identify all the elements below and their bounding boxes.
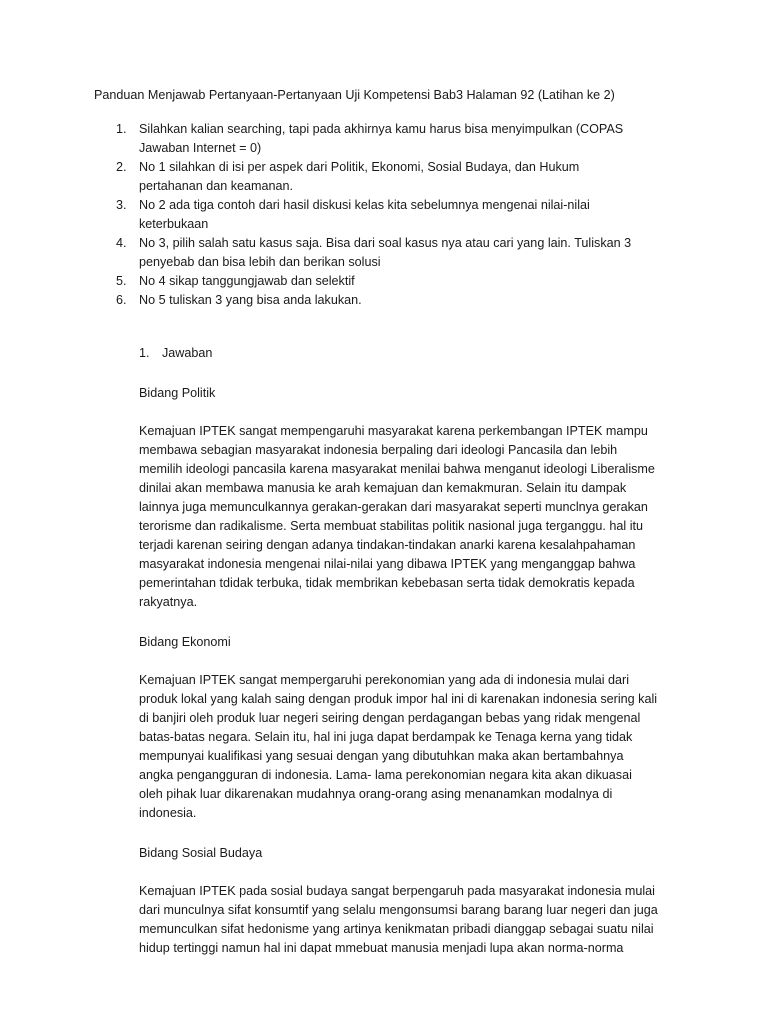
instruction-item: [0, 272, 639, 291]
instruction-text: No 3, pilih salah satu kasus saja. Bisa dari soal kasus nya atau cari yang lain. Tuliskan 3 penyebab dan bisa lebih dan berikan solusi: [139, 236, 632, 269]
answer-heading: [139, 344, 659, 363]
section-text-sosial-budaya: Kemajuan IPTEK pada sosial budaya sangat berpengaruh pada masyarakat indonesia mulai dari munculnya sifat konsumtif yang selalu mengonsumsi barang barang luar negeri dan juga memunculkan sifat hedonisme yang artinya kenikmatan pribadi dianggap sebagai suatu nilai hidup tertinggi namun hal ini dapat mmebuat manusia menjadi lupa akan norma-norma: [139, 884, 658, 955]
instruction-item: [0, 120, 639, 158]
answer-label: Jawaban: [162, 346, 213, 360]
document-title: Panduan Menjawab Pertanyaan-Pertanyaan Uji Kompetensi Bab3 Halaman 92 (Latihan ke 2): [94, 88, 615, 102]
answer-number: 1.: [139, 346, 150, 360]
instruction-number: 2.: [116, 160, 127, 174]
section-text-ekonomi: Kemajuan IPTEK sangat mempergaruhi perekonomian yang ada di indonesia mulai dari produk lokal yang kalah saing dengan produk impor hal ini di karenakan indonesia sering kali di banjiri oleh produk luar negeri seiring dengan perdagangan bebas yang ridak mengenal batas-batas negara. Selain itu, hal ini juga dapat berdampak ke Tenaga kerna yang tidak mempunyai kualifikasi yang sesuai dengan yang dibutuhkan maka akan bertambahnya angka pengangguran di indonesia. Lama- lama perekonomian negara kita akan dikuasai oleh pihak luar dikarenakan mudahnya orang-orang asing menanamkan modalnya di indonesia.: [139, 673, 658, 820]
instruction-number: 5.: [116, 274, 127, 288]
instruction-number: 6.: [116, 293, 127, 307]
instruction-text: No 4 sikap tanggungjawab dan selektif: [139, 274, 355, 288]
instruction-item: [0, 158, 639, 196]
instruction-number: 3.: [116, 198, 127, 212]
instruction-item: [0, 291, 639, 310]
section-title-sosial-budaya: Bidang Sosial Budaya: [139, 846, 263, 860]
instruction-text: Silahkan kalian searching, tapi pada akhirnya kamu harus bisa menyimpulkan (COPAS Jawaban Internet = 0): [139, 122, 624, 155]
instruction-number: 4.: [116, 236, 127, 250]
instruction-item: [0, 234, 639, 272]
instruction-item: [0, 196, 639, 234]
instruction-text: No 1 silahkan di isi per aspek dari Politik, Ekonomi, Sosial Budaya, dan Hukum pertahanan dan keamanan.: [139, 160, 580, 193]
answer-section: [139, 344, 659, 958]
instruction-text: No 5 tuliskan 3 yang bisa anda lakukan.: [139, 293, 362, 307]
section-title-ekonomi: Bidang Ekonomi: [139, 635, 231, 649]
instruction-number: 1.: [116, 122, 127, 136]
section-text-politik: Kemajuan IPTEK sangat mempengaruhi masyarakat karena perkembangan IPTEK mampu membawa sebagian masyarakat indonesia berpaling dari ideologi Pancasila dan lebih memilih ideologi pancasila karena masyarakat menilai bahwa menganut ideologi Liberalisme dinilai akan membawa manusia ke arah kemajuan dan kemakmuran. Selain itu dampak lainnya juga memunculkannya gerakan-gerakan dari masyarakat seperti munclnya gerakan terorisme dan radikalisme. Serta membuat stabilitas politik nasional juga terganggu. hal itu terjadi karenan seiring dengan adanya tindakan-tindakan anarki karena kesalahpahaman masyarakat indonesia mengenai nilai-nilai yang dibawa IPTEK yang menganggap bahwa pemerintahan tdidak terbuka, tidak membrikan kebebasan serta tidak demokratis kepada rakyatnya.: [139, 424, 655, 609]
section-title-politik: Bidang Politik: [139, 386, 216, 400]
instruction-list: [0, 120, 639, 310]
instruction-text: No 2 ada tiga contoh dari hasil diskusi kelas kita sebelumnya mengenai nilai-nilai keterbukaan: [139, 198, 590, 231]
